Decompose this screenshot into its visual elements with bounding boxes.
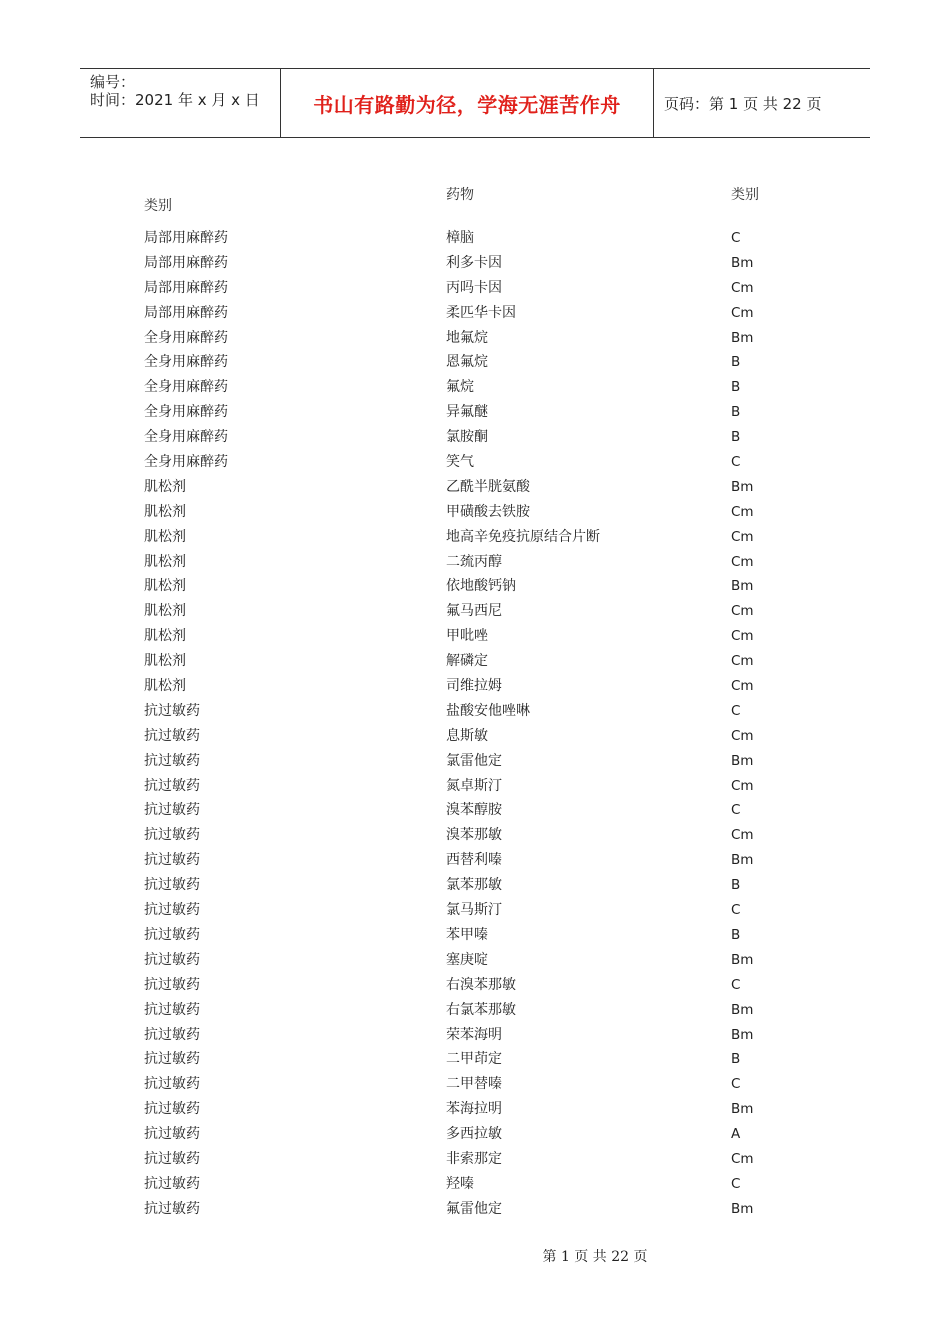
drug-name-cell: 氟马西尼 <box>446 603 502 620</box>
category-cell: 抗过敏药 <box>144 902 200 919</box>
category-cell: 抗过敏药 <box>144 1026 200 1043</box>
category-cell: 抗过敏药 <box>144 951 200 968</box>
table-row <box>0 251 950 276</box>
column-header-drug: 药物 <box>446 187 474 203</box>
pregnancy-class-cell: Bm <box>731 1001 754 1018</box>
table-row <box>0 848 950 873</box>
pregnancy-class-cell: C <box>731 702 741 719</box>
category-cell: 抗过敏药 <box>144 702 200 719</box>
category-cell: 局部用麻醉药 <box>144 230 228 246</box>
drug-name-cell: 异氟醚 <box>446 404 488 421</box>
pregnancy-class-cell: Cm <box>731 553 754 570</box>
drug-name-cell: 樟脑 <box>446 230 474 246</box>
pregnancy-class-cell: C <box>731 1076 741 1093</box>
category-cell: 全身用麻醉药 <box>144 404 228 421</box>
table-row <box>0 973 950 998</box>
drug-name-cell: 乙酰半胱氨酸 <box>446 478 530 495</box>
pregnancy-class-cell: Bm <box>731 1101 754 1118</box>
drug-name-cell: 多西拉敏 <box>446 1126 502 1143</box>
header-page-cell <box>654 69 870 137</box>
drug-name-cell: 依地酸钙钠 <box>446 578 516 595</box>
drug-name-cell: 氮卓斯汀 <box>446 777 502 794</box>
drug-name-cell: 氯苯那敏 <box>446 877 502 894</box>
category-cell: 肌松剂 <box>144 528 186 545</box>
drug-name-cell: 氯胺酮 <box>446 429 488 446</box>
category-cell: 肌松剂 <box>144 578 186 595</box>
table-row <box>0 699 950 724</box>
pregnancy-class-cell: Bm <box>731 578 754 595</box>
table-row <box>0 1172 950 1197</box>
category-cell: 全身用麻醉药 <box>144 379 228 396</box>
pregnancy-class-cell: C <box>731 454 741 471</box>
category-cell: 全身用麻醉药 <box>144 454 228 471</box>
drug-name-cell: 氯马斯汀 <box>446 902 502 919</box>
category-cell: 抗过敏药 <box>144 1126 200 1143</box>
table-row <box>0 998 950 1023</box>
pregnancy-class-cell: Bm <box>731 752 754 769</box>
pregnancy-class-cell: B <box>731 379 741 396</box>
pregnancy-class-cell: Cm <box>731 777 754 794</box>
category-cell: 全身用麻醉药 <box>144 429 228 446</box>
table-row <box>0 823 950 848</box>
category-cell: 抗过敏药 <box>144 1101 200 1118</box>
drug-name-cell: 笑气 <box>446 454 474 471</box>
drug-name-cell: 恩氟烷 <box>446 354 488 371</box>
category-cell: 抗过敏药 <box>144 877 200 894</box>
table-row <box>0 724 950 749</box>
pregnancy-class-cell: Cm <box>731 528 754 545</box>
pregnancy-class-cell: B <box>731 354 741 371</box>
table-row <box>0 550 950 575</box>
pregnancy-class-cell: Cm <box>731 653 754 670</box>
table-row <box>0 375 950 400</box>
category-cell: 全身用麻醉药 <box>144 354 228 371</box>
serial-number-label: 编号： <box>90 73 136 91</box>
drug-name-cell: 非索那定 <box>446 1150 502 1167</box>
pregnancy-class-cell: C <box>731 1175 741 1192</box>
drug-name-cell: 地高辛免疫抗原结合片断 <box>446 528 600 545</box>
table-row <box>0 1072 950 1097</box>
drug-name-cell: 荣苯海明 <box>446 1026 502 1043</box>
drug-name-cell: 氯雷他定 <box>446 752 502 769</box>
table-row <box>0 774 950 799</box>
pregnancy-class-cell: Cm <box>731 678 754 695</box>
table-row <box>0 624 950 649</box>
document-header <box>80 68 870 138</box>
table-row <box>0 525 950 550</box>
category-cell: 抗过敏药 <box>144 777 200 794</box>
table-row <box>0 1097 950 1122</box>
category-cell: 抗过敏药 <box>144 1051 200 1068</box>
drug-name-cell: 羟嗪 <box>446 1175 474 1192</box>
drug-name-cell: 地氟烷 <box>446 329 488 346</box>
category-cell: 抗过敏药 <box>144 976 200 993</box>
drug-name-cell: 西替利嗪 <box>446 852 502 869</box>
table-row <box>0 400 950 425</box>
pregnancy-class-cell: Bm <box>731 329 754 346</box>
pregnancy-class-cell: Bm <box>731 1200 754 1217</box>
pregnancy-class-cell: C <box>731 902 741 919</box>
page-footer: 第 1 页 共 22 页 <box>542 1249 648 1265</box>
category-cell: 抗过敏药 <box>144 827 200 844</box>
drug-name-cell: 氟烷 <box>446 379 474 396</box>
table-row <box>0 574 950 599</box>
category-cell: 抗过敏药 <box>144 1076 200 1093</box>
table-row <box>0 948 950 973</box>
category-cell: 肌松剂 <box>144 553 186 570</box>
table-row <box>0 1122 950 1147</box>
column-header-category: 类别 <box>144 198 172 214</box>
pregnancy-class-cell: C <box>731 976 741 993</box>
pregnancy-class-cell: B <box>731 429 741 446</box>
category-cell: 抗过敏药 <box>144 727 200 744</box>
header-page-info: 页码：第 1 页 共 22 页 <box>664 94 822 113</box>
drug-name-cell: 右溴苯那敏 <box>446 976 516 993</box>
pregnancy-class-cell: Bm <box>731 852 754 869</box>
pregnancy-class-cell: Cm <box>731 628 754 645</box>
table-row <box>0 350 950 375</box>
header-meta-cell <box>80 69 281 137</box>
table-row <box>0 798 950 823</box>
pregnancy-class-cell: Bm <box>731 254 754 271</box>
category-cell: 抗过敏药 <box>144 1150 200 1167</box>
pregnancy-class-cell: Cm <box>731 279 754 296</box>
header-motto-cell <box>281 69 654 137</box>
pregnancy-class-cell: Cm <box>731 304 754 321</box>
pregnancy-class-cell: Bm <box>731 1026 754 1043</box>
drug-name-cell: 利多卡因 <box>446 254 502 271</box>
category-cell: 肌松剂 <box>144 628 186 645</box>
table-row <box>0 599 950 624</box>
pregnancy-class-cell: Cm <box>731 1150 754 1167</box>
table-row <box>0 1197 950 1222</box>
table-row <box>0 326 950 351</box>
drug-name-cell: 二甲茚定 <box>446 1051 502 1068</box>
table-row <box>0 500 950 525</box>
pregnancy-class-cell: Cm <box>731 727 754 744</box>
pregnancy-class-cell: B <box>731 877 741 894</box>
drug-name-cell: 甲吡唑 <box>446 628 488 645</box>
pregnancy-class-cell: C <box>731 802 741 819</box>
drug-name-cell: 息斯敏 <box>446 727 488 744</box>
table-row <box>0 649 950 674</box>
category-cell: 抗过敏药 <box>144 1200 200 1217</box>
category-cell: 抗过敏药 <box>144 802 200 819</box>
category-cell: 肌松剂 <box>144 503 186 520</box>
drug-name-cell: 苯甲嗪 <box>446 926 488 943</box>
category-cell: 局部用麻醉药 <box>144 279 228 296</box>
category-cell: 全身用麻醉药 <box>144 329 228 346</box>
drug-name-cell: 右氯苯那敏 <box>446 1001 516 1018</box>
pregnancy-class-cell: B <box>731 404 741 421</box>
pregnancy-class-cell: Bm <box>731 478 754 495</box>
table-row <box>0 898 950 923</box>
category-cell: 肌松剂 <box>144 678 186 695</box>
column-header-class: 类别 <box>731 187 759 203</box>
category-cell: 抗过敏药 <box>144 1001 200 1018</box>
category-cell: 抗过敏药 <box>144 1175 200 1192</box>
category-cell: 抗过敏药 <box>144 852 200 869</box>
drug-name-cell: 柔匹华卡因 <box>446 304 516 321</box>
pregnancy-class-cell: Cm <box>731 827 754 844</box>
pregnancy-class-cell: Bm <box>731 951 754 968</box>
drug-name-cell: 溴苯醇胺 <box>446 802 502 819</box>
pregnancy-class-cell: B <box>731 1051 741 1068</box>
table-row <box>0 226 950 251</box>
drug-name-cell: 二甲替嗪 <box>446 1076 502 1093</box>
drug-name-cell: 盐酸安他唑啉 <box>446 702 530 719</box>
drug-name-cell: 塞庚啶 <box>446 951 488 968</box>
pregnancy-class-cell: A <box>731 1126 741 1143</box>
drug-name-cell: 甲磺酸去铁胺 <box>446 503 530 520</box>
table-row <box>0 450 950 475</box>
category-cell: 局部用麻醉药 <box>144 304 228 321</box>
drug-name-cell: 司维拉姆 <box>446 678 502 695</box>
drug-name-cell: 苯海拉明 <box>446 1101 502 1118</box>
table-row <box>0 1023 950 1048</box>
category-cell: 肌松剂 <box>144 603 186 620</box>
date-label: 时间：2021 年 x 月 x 日 <box>90 91 260 109</box>
drug-name-cell: 丙吗卡因 <box>446 279 502 296</box>
table-row <box>0 276 950 301</box>
drug-table <box>0 226 950 1222</box>
table-row <box>0 425 950 450</box>
pregnancy-class-cell: B <box>731 926 741 943</box>
category-cell: 抗过敏药 <box>144 752 200 769</box>
table-row <box>0 674 950 699</box>
motto-text: 书山有路勤为径，学海无涯苦作舟 <box>313 92 621 117</box>
drug-name-cell: 解磷定 <box>446 653 488 670</box>
table-row <box>0 749 950 774</box>
pregnancy-class-cell: C <box>731 230 741 246</box>
category-cell: 局部用麻醉药 <box>144 254 228 271</box>
table-row <box>0 1147 950 1172</box>
table-row <box>0 1047 950 1072</box>
pregnancy-class-cell: Cm <box>731 603 754 620</box>
drug-name-cell: 溴苯那敏 <box>446 827 502 844</box>
table-row <box>0 873 950 898</box>
category-cell: 抗过敏药 <box>144 926 200 943</box>
drug-name-cell: 二巯丙醇 <box>446 553 502 570</box>
table-row <box>0 475 950 500</box>
pregnancy-class-cell: Cm <box>731 503 754 520</box>
category-cell: 肌松剂 <box>144 478 186 495</box>
category-cell: 肌松剂 <box>144 653 186 670</box>
table-row <box>0 923 950 948</box>
drug-name-cell: 氟雷他定 <box>446 1200 502 1217</box>
table-row <box>0 301 950 326</box>
